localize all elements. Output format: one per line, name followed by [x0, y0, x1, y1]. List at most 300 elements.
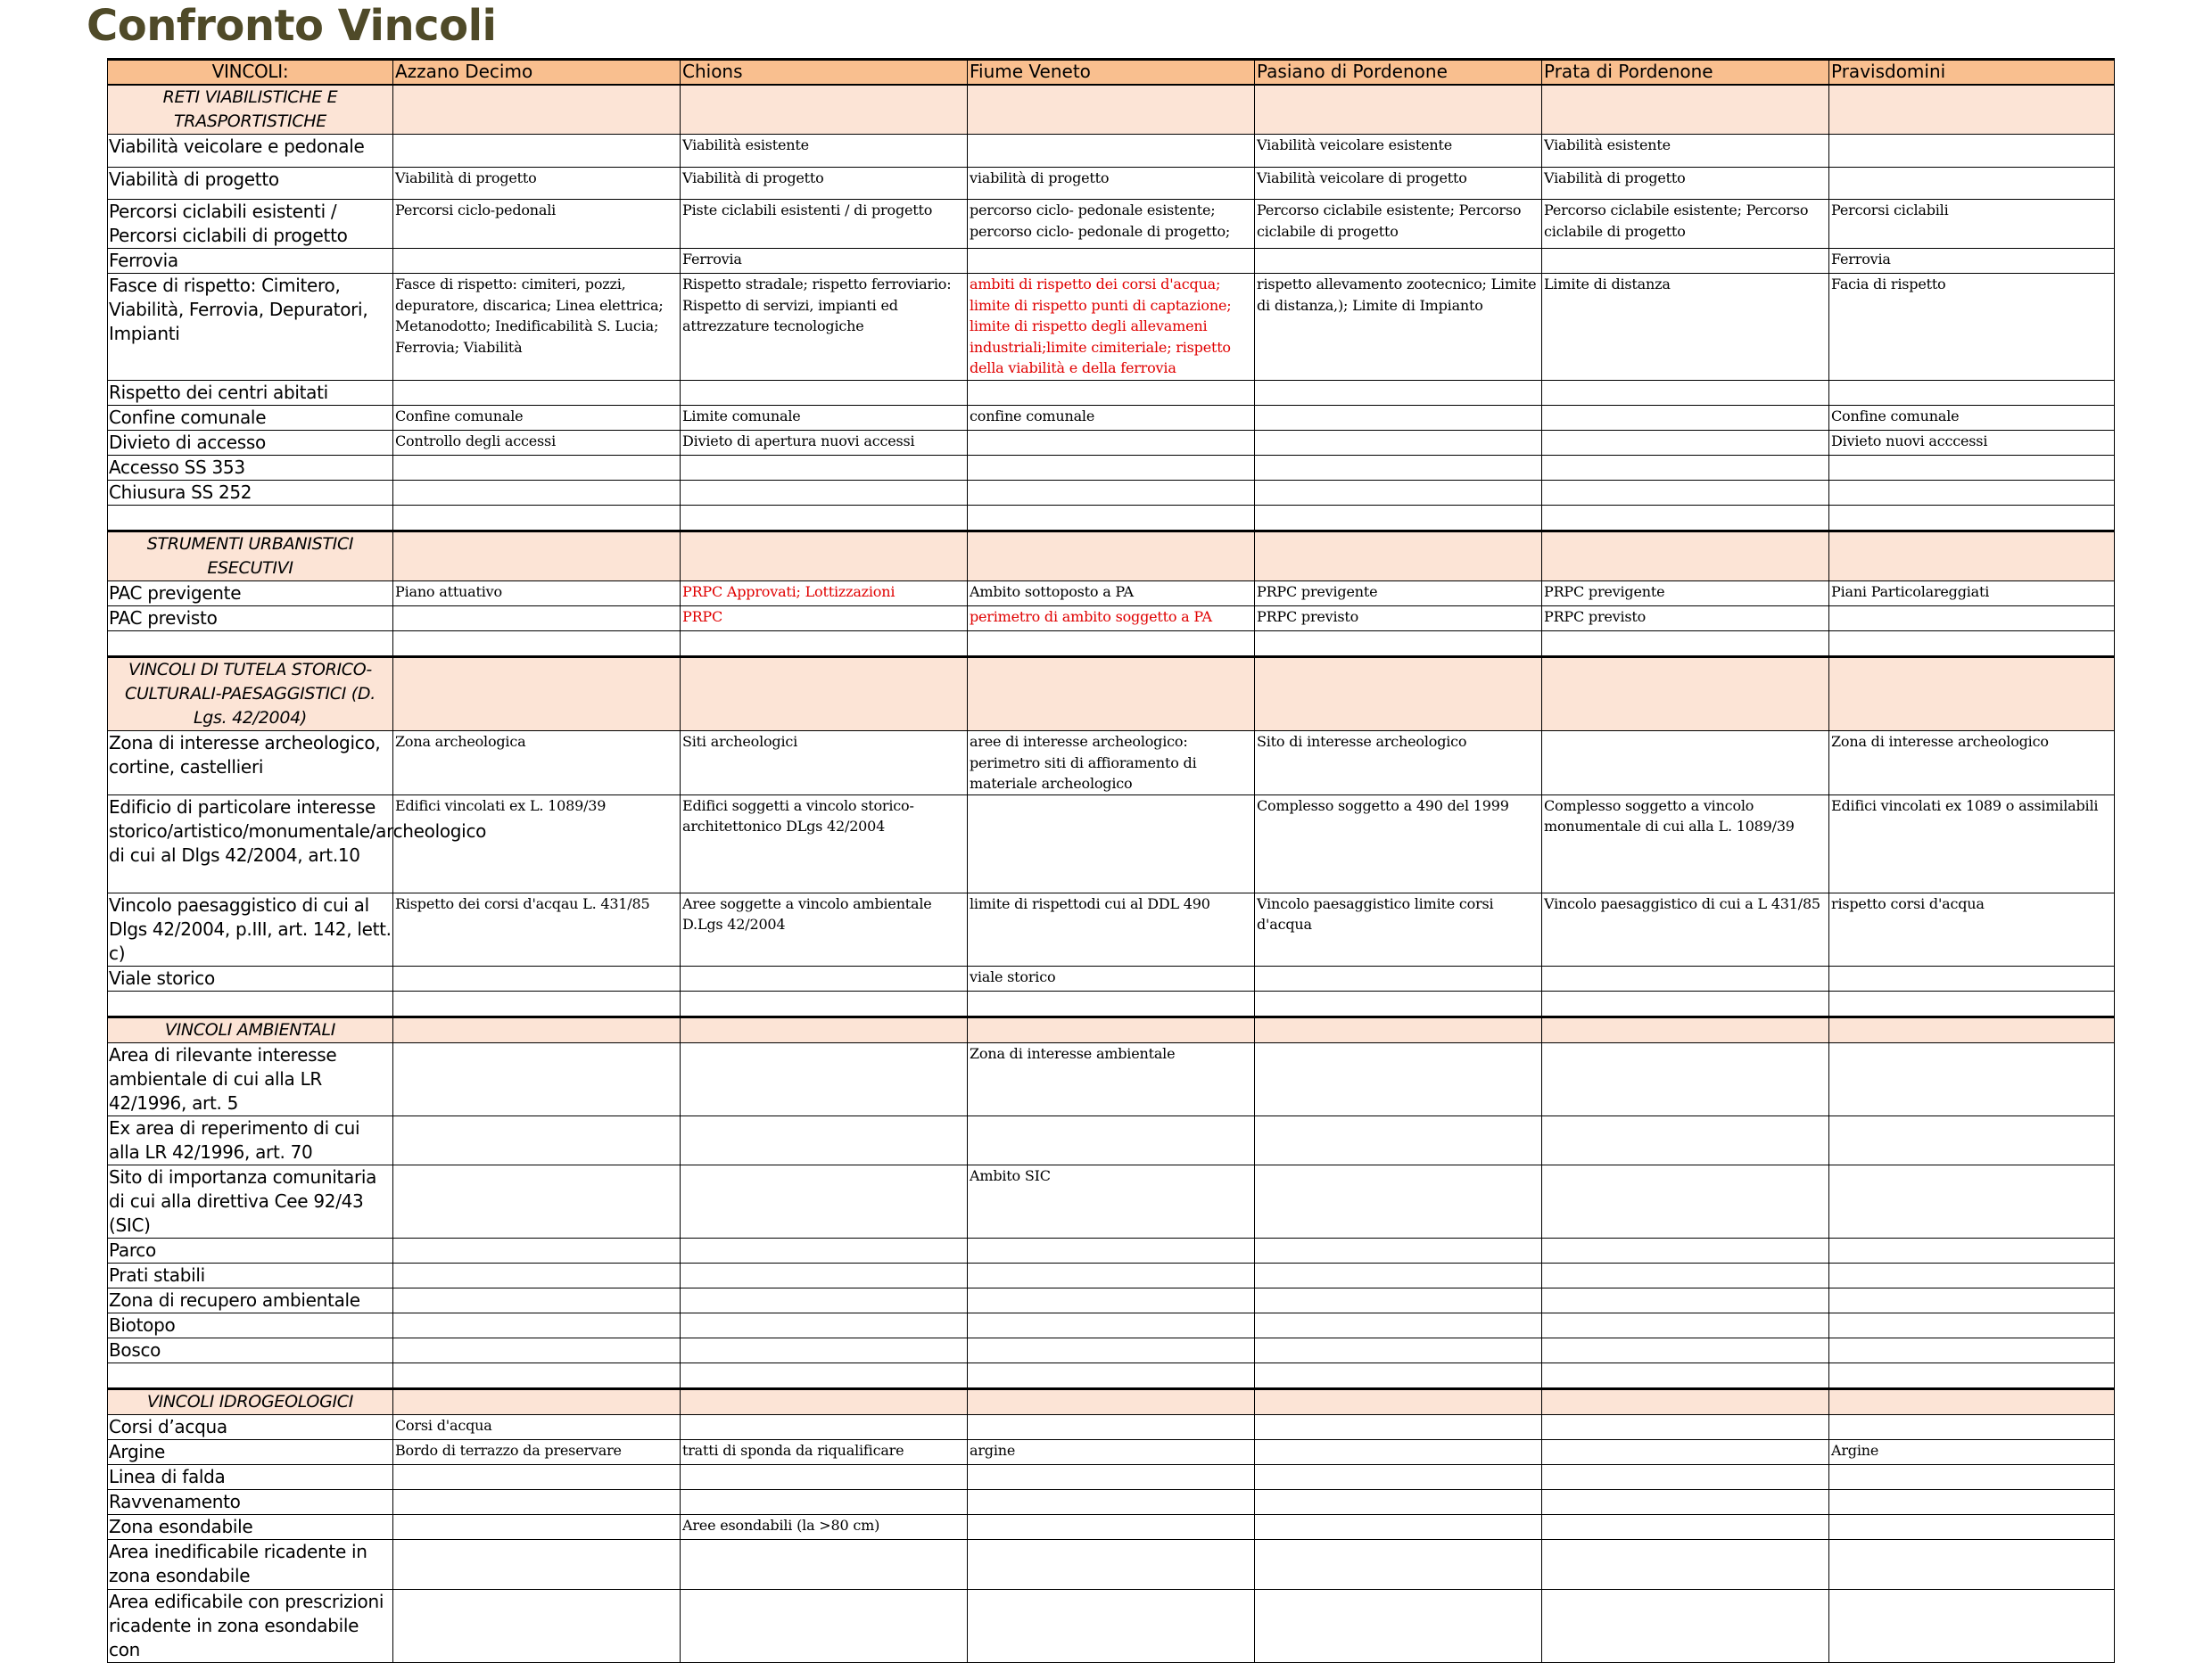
table-cell [1829, 1338, 2115, 1363]
spacer-cell [681, 631, 968, 657]
section-cell [1542, 531, 1829, 581]
table-row [108, 794, 2115, 893]
table-cell [681, 456, 968, 481]
table-cell: Viabilità veicolare esistente [1255, 135, 1542, 168]
table-row [108, 249, 2115, 274]
spacer-cell [968, 631, 1255, 657]
table-cell [1829, 1464, 2115, 1489]
table-body [108, 60, 2115, 1663]
table-row [108, 1042, 2115, 1116]
table-cell [968, 1464, 1255, 1489]
table-cell [968, 1313, 1255, 1338]
table-cell [1829, 1539, 2115, 1589]
table-cell [393, 1263, 681, 1288]
table-cell: Viabilità di progetto [393, 168, 681, 200]
table-cell: Corsi d'acqua [393, 1414, 681, 1439]
row-label: Argine [108, 1439, 393, 1464]
table-cell [968, 135, 1255, 168]
table-cell [1829, 606, 2115, 631]
header-label: VINCOLI: [108, 60, 393, 85]
spacer-cell [393, 991, 681, 1017]
row-label: Viale storico [108, 966, 393, 991]
table-cell [681, 966, 968, 991]
section-cell [1829, 1017, 2115, 1042]
row-label: Ex area di reperimento di cui alla LR 42/1996, art. 70 [108, 1116, 393, 1165]
section-cell [1542, 1017, 1829, 1042]
spacer-cell [108, 1363, 393, 1388]
table-cell [681, 1263, 968, 1288]
row-label: Percorsi ciclabili esistenti / Percorsi ciclabili di progetto [108, 200, 393, 249]
table-cell: Viabilità di progetto [1542, 168, 1829, 200]
section-cell [681, 531, 968, 581]
section-cell [681, 657, 968, 731]
table-cell [393, 1313, 681, 1338]
row-label: Bosco [108, 1338, 393, 1363]
row-label: Sito di importanza comunitaria di cui alla direttiva Cee 92/43 (SIC) [108, 1165, 393, 1238]
table-cell: Ambito sottoposto a PA [968, 581, 1255, 606]
table-cell [393, 481, 681, 506]
table-cell [393, 1238, 681, 1263]
table-cell [1542, 731, 1829, 795]
table-cell [681, 1414, 968, 1439]
table-cell [1829, 1414, 2115, 1439]
row-label: Zona di interesse archeologico, cortine, castellieri [108, 731, 393, 795]
table-cell [1829, 1589, 2115, 1662]
table-row [108, 1589, 2115, 1662]
section-cell [968, 1388, 1255, 1414]
spacer-row [108, 631, 2115, 657]
table-cell [681, 1489, 968, 1514]
spacer-cell [681, 1363, 968, 1388]
row-label: Rispetto dei centri abitati [108, 381, 393, 406]
table-cell: tratti di sponda da riqualificare [681, 1439, 968, 1464]
table-row [108, 1414, 2115, 1439]
table-cell [393, 966, 681, 991]
table-cell [681, 1288, 968, 1313]
table-cell [968, 481, 1255, 506]
table-cell [1255, 431, 1542, 456]
table-cell [393, 1116, 681, 1165]
table-cell [1255, 1238, 1542, 1263]
table-row [108, 1464, 2115, 1489]
table-cell: Viabilità di progetto [681, 168, 968, 200]
spacer-cell [108, 631, 393, 657]
row-label: Zona esondabile [108, 1514, 393, 1539]
table-cell: Limite comunale [681, 406, 968, 431]
table-cell [1255, 1338, 1542, 1363]
section-cell [393, 1017, 681, 1042]
table-row [108, 1338, 2115, 1363]
table-cell: perimetro di ambito soggetto a PA [968, 606, 1255, 631]
section-cell [1542, 1388, 1829, 1414]
section-cell [968, 657, 1255, 731]
table-cell [1542, 481, 1829, 506]
row-label: Area di rilevante interesse ambientale di cui alla LR 42/1996, art. 5 [108, 1042, 393, 1116]
table-cell [1829, 1514, 2115, 1539]
header-row [108, 60, 2115, 85]
section-cell [1255, 531, 1542, 581]
spacer-cell [1542, 1363, 1829, 1388]
table-cell: viale storico [968, 966, 1255, 991]
section-cell [681, 85, 968, 135]
section-title: VINCOLI AMBIENTALI [108, 1017, 393, 1042]
table-row [108, 1313, 2115, 1338]
section-cell [393, 1388, 681, 1414]
section-header-row [108, 1388, 2115, 1414]
section-cell [681, 1017, 968, 1042]
table-cell [1255, 1439, 1542, 1464]
table-cell: Edifici vincolati ex 1089 o assimilabili [1829, 794, 2115, 893]
spacer-cell [968, 991, 1255, 1017]
column-header: Prata di Pordenone [1542, 60, 1829, 85]
spacer-cell [968, 506, 1255, 531]
table-cell [393, 1489, 681, 1514]
table-cell [681, 1116, 968, 1165]
spacer-cell [108, 506, 393, 531]
section-cell [1829, 1388, 2115, 1414]
table-cell [1829, 168, 2115, 200]
section-cell [1542, 657, 1829, 731]
row-label: Confine comunale [108, 406, 393, 431]
section-cell [1542, 85, 1829, 135]
table-cell [393, 1042, 681, 1116]
table-cell [968, 1489, 1255, 1514]
table-row [108, 200, 2115, 249]
table-cell [1542, 1338, 1829, 1363]
table-cell [1255, 1489, 1542, 1514]
table-cell [1255, 1589, 1542, 1662]
table-cell [1542, 1313, 1829, 1338]
table-cell [681, 1464, 968, 1489]
table-cell [1255, 1514, 1542, 1539]
table-row [108, 731, 2115, 795]
table-row [108, 1288, 2115, 1313]
table-cell [681, 381, 968, 406]
section-cell [393, 657, 681, 731]
table-cell [681, 1313, 968, 1338]
table-cell: Percorsi ciclo-pedonali [393, 200, 681, 249]
row-label: Area edificabile con prescrizioni ricadente in zona esondabile con [108, 1589, 393, 1662]
table-cell [968, 1514, 1255, 1539]
table-cell [1255, 481, 1542, 506]
table-cell: Facia di rispetto [1829, 274, 2115, 381]
table-cell [968, 1414, 1255, 1439]
table-cell [393, 1514, 681, 1539]
column-header: Pravisdomini [1829, 60, 2115, 85]
row-label: Biotopo [108, 1313, 393, 1338]
row-label: PAC previsto [108, 606, 393, 631]
table-cell [968, 1263, 1255, 1288]
section-cell [393, 85, 681, 135]
table-cell [393, 1539, 681, 1589]
table-cell: argine [968, 1439, 1255, 1464]
row-label: Vincolo paesaggistico di cui al Dlgs 42/2004, p.III, art. 142, lett. c) [108, 893, 393, 966]
table-cell: rispetto corsi d'acqua [1829, 893, 2115, 966]
table-cell: Siti archeologici [681, 731, 968, 795]
table-cell [1542, 1439, 1829, 1464]
table-cell [681, 481, 968, 506]
table-row [108, 431, 2115, 456]
table-cell [1829, 1288, 2115, 1313]
table-row [108, 168, 2115, 200]
spacer-cell [393, 631, 681, 657]
table-cell: Piano attuativo [393, 581, 681, 606]
table-cell: Zona di interesse ambientale [968, 1042, 1255, 1116]
row-label: Edificio di particolare interesse storico/artistico/monumentale/archeologico di cui al Dlgs 42/2004, art.10 [108, 794, 393, 893]
section-cell [1255, 1388, 1542, 1414]
row-label: Divieto di accesso [108, 431, 393, 456]
row-label: Accesso SS 353 [108, 456, 393, 481]
table-cell [393, 606, 681, 631]
table-cell [1542, 249, 1829, 274]
row-label: Viabilità veicolare e pedonale [108, 135, 393, 168]
section-cell [1829, 531, 2115, 581]
table-cell [968, 1539, 1255, 1589]
table-cell: Piani Particolareggiati [1829, 581, 2115, 606]
table-row [108, 966, 2115, 991]
spacer-cell [1829, 631, 2115, 657]
table-cell: PRPC Approvati; Lottizzazioni [681, 581, 968, 606]
table-row [108, 1514, 2115, 1539]
table-cell [1255, 1263, 1542, 1288]
table-cell [1829, 1116, 2115, 1165]
table-cell [1829, 1238, 2115, 1263]
spacer-cell [1829, 1363, 2115, 1388]
table-cell: percorso ciclo- pedonale esistente; percorso ciclo- pedonale di progetto; [968, 200, 1255, 249]
table-cell [1542, 966, 1829, 991]
table-cell [968, 431, 1255, 456]
spacer-cell [393, 506, 681, 531]
spacer-cell [681, 991, 968, 1017]
table-cell: Percorso ciclabile esistente; Percorso ciclabile di progetto [1255, 200, 1542, 249]
section-cell [1255, 1017, 1542, 1042]
table-cell [1829, 1042, 2115, 1116]
table-cell [1829, 456, 2115, 481]
table-cell: rispetto allevamento zootecnico; Limite di distanza,); Limite di Impianto [1255, 274, 1542, 381]
row-label: Parco [108, 1238, 393, 1263]
table-cell [968, 456, 1255, 481]
section-title: STRUMENTI URBANISTICI ESECUTIVI [108, 531, 393, 581]
table-cell [1255, 1539, 1542, 1589]
table-cell [1829, 1489, 2115, 1514]
section-header-row [108, 85, 2115, 135]
table-cell: Divieto di apertura nuovi accessi [681, 431, 968, 456]
table-cell: limite di rispettodi cui al DDL 490 [968, 893, 1255, 966]
table-cell [1255, 1414, 1542, 1439]
table-cell [1255, 1165, 1542, 1238]
column-header: Fiume Veneto [968, 60, 1255, 85]
row-label: Viabilità di progetto [108, 168, 393, 200]
table-cell: Vincolo paesaggistico limite corsi d'acqua [1255, 893, 1542, 966]
table-cell: Ambito SIC [968, 1165, 1255, 1238]
table-cell [1829, 381, 2115, 406]
table-cell [1542, 1238, 1829, 1263]
row-label: Fasce di rispetto: Cimitero, Viabilità, Ferrovia, Depuratori, Impianti [108, 274, 393, 381]
table-cell [393, 381, 681, 406]
column-header: Azzano Decimo [393, 60, 681, 85]
table-cell [1829, 481, 2115, 506]
table-cell [968, 1288, 1255, 1313]
table-row [108, 135, 2115, 168]
row-label: Linea di falda [108, 1464, 393, 1489]
table-cell: Zona archeologica [393, 731, 681, 795]
table-cell: Sito di interesse archeologico [1255, 731, 1542, 795]
section-cell [1255, 85, 1542, 135]
section-title: VINCOLI DI TUTELA STORICO-CULTURALI-PAESAGGISTICI (D. Lgs. 42/2004) [108, 657, 393, 731]
table-cell: Ferrovia [681, 249, 968, 274]
table-cell [1829, 1263, 2115, 1288]
section-title: VINCOLI IDROGEOLOGICI [108, 1388, 393, 1414]
column-header: Pasiano di Pordenone [1255, 60, 1542, 85]
section-cell [968, 1017, 1255, 1042]
table-cell [681, 1042, 968, 1116]
table-cell [1542, 1165, 1829, 1238]
table-cell [1255, 249, 1542, 274]
constraints-table [107, 58, 2115, 1663]
row-label: Area inedificabile ricadente in zona esondabile [108, 1539, 393, 1589]
section-header-row [108, 1017, 2115, 1042]
table-cell: Bordo di terrazzo da preservare [393, 1439, 681, 1464]
table-cell: Zona di interesse archeologico [1829, 731, 2115, 795]
section-cell [968, 531, 1255, 581]
table-row [108, 481, 2115, 506]
table-cell [1542, 1539, 1829, 1589]
table-row [108, 406, 2115, 431]
row-label: Zona di recupero ambientale [108, 1288, 393, 1313]
table-cell [1255, 456, 1542, 481]
row-label: Ferrovia [108, 249, 393, 274]
section-header-row [108, 531, 2115, 581]
table-cell [1542, 406, 1829, 431]
table-cell [968, 381, 1255, 406]
table-cell: Confine comunale [393, 406, 681, 431]
spacer-cell [108, 991, 393, 1017]
table-cell: viabilità di progetto [968, 168, 1255, 200]
table-cell [1542, 1414, 1829, 1439]
table-cell [1255, 1042, 1542, 1116]
table-cell: PRPC previgente [1255, 581, 1542, 606]
table-cell [1829, 135, 2115, 168]
table-cell: Complesso soggetto a 490 del 1999 [1255, 794, 1542, 893]
table-cell: Divieto nuovi acccessi [1829, 431, 2115, 456]
table-cell [393, 1464, 681, 1489]
spacer-cell [1255, 506, 1542, 531]
table-row [108, 456, 2115, 481]
spacer-cell [1829, 991, 2115, 1017]
table-cell [393, 249, 681, 274]
table-row [108, 581, 2115, 606]
table-cell [968, 1589, 1255, 1662]
table-row [108, 606, 2115, 631]
table-cell: Piste ciclabili esistenti / di progetto [681, 200, 968, 249]
spacer-row [108, 506, 2115, 531]
spacer-row [108, 991, 2115, 1017]
table-cell [681, 1165, 968, 1238]
table-cell [1255, 1116, 1542, 1165]
table-cell [1542, 381, 1829, 406]
section-cell [1829, 657, 2115, 731]
section-cell [681, 1388, 968, 1414]
table-cell: Confine comunale [1829, 406, 2115, 431]
spacer-cell [393, 1363, 681, 1388]
table-cell [1829, 1313, 2115, 1338]
spacer-cell [1542, 991, 1829, 1017]
table-cell: PRPC previsto [1255, 606, 1542, 631]
row-label: Corsi d’acqua [108, 1414, 393, 1439]
table-cell [1255, 381, 1542, 406]
table-cell: Percorso ciclabile esistente; Percorso ciclabile di progetto [1542, 200, 1829, 249]
table-cell [393, 135, 681, 168]
table-row [108, 1539, 2115, 1589]
table-cell [393, 1589, 681, 1662]
table-cell: aree di interesse archeologico: perimetro siti di affioramento di materiale archeologico [968, 731, 1255, 795]
spacer-cell [1255, 631, 1542, 657]
table-row [108, 1116, 2115, 1165]
table-cell [968, 794, 1255, 893]
table-cell [681, 1539, 968, 1589]
table-row [108, 1238, 2115, 1263]
table-cell [1542, 1489, 1829, 1514]
table-cell: Argine [1829, 1439, 2115, 1464]
table-cell: Aree soggette a vincolo ambientale D.Lgs 42/2004 [681, 893, 968, 966]
table-cell [1255, 406, 1542, 431]
table-cell [968, 249, 1255, 274]
row-label: Prati stabili [108, 1263, 393, 1288]
table-cell: Fasce di rispetto: cimiteri, pozzi, depuratore, discarica; Linea elettrica; Metanodotto; Inedificabilità S. Lucia; Ferrovia; Viabilità [393, 274, 681, 381]
table-cell [1542, 1288, 1829, 1313]
table-cell [1542, 431, 1829, 456]
table-cell [393, 1338, 681, 1363]
table-cell: Complesso soggetto a vincolo monumentale di cui alla L. 1089/39 [1542, 794, 1829, 893]
table-cell [1542, 1514, 1829, 1539]
table-cell: PRPC [681, 606, 968, 631]
spacer-cell [1255, 991, 1542, 1017]
section-cell [1829, 85, 2115, 135]
table-cell: Ferrovia [1829, 249, 2115, 274]
table-cell [1255, 966, 1542, 991]
table-cell: confine comunale [968, 406, 1255, 431]
table-cell [1255, 1464, 1542, 1489]
table-cell: Vincolo paesaggistico di cui a L 431/85 [1542, 893, 1829, 966]
table-row [108, 1165, 2115, 1238]
table-cell: Controllo degli accessi [393, 431, 681, 456]
section-cell [968, 85, 1255, 135]
table-row [108, 274, 2115, 381]
table-cell [1829, 1165, 2115, 1238]
column-header: Chions [681, 60, 968, 85]
table-cell [1542, 1116, 1829, 1165]
table-cell [393, 456, 681, 481]
section-title: RETI VIABILISTICHE E TRASPORTISTICHE [108, 85, 393, 135]
table-cell [1255, 1313, 1542, 1338]
table-row [108, 1263, 2115, 1288]
table-cell: Percorsi ciclabili [1829, 200, 2115, 249]
table-row [108, 1439, 2115, 1464]
table-cell [1829, 966, 2115, 991]
table-cell [681, 1338, 968, 1363]
table-cell: Viabilità esistente [1542, 135, 1829, 168]
table-cell: PRPC previsto [1542, 606, 1829, 631]
table-cell: PRPC previgente [1542, 581, 1829, 606]
row-label: PAC previgente [108, 581, 393, 606]
table-cell [1255, 1288, 1542, 1313]
table-cell: Aree esondabili (la >80 cm) [681, 1514, 968, 1539]
table-cell [681, 1238, 968, 1263]
table-cell [1542, 1589, 1829, 1662]
table-row [108, 893, 2115, 966]
table-cell [968, 1338, 1255, 1363]
spacer-cell [1542, 631, 1829, 657]
